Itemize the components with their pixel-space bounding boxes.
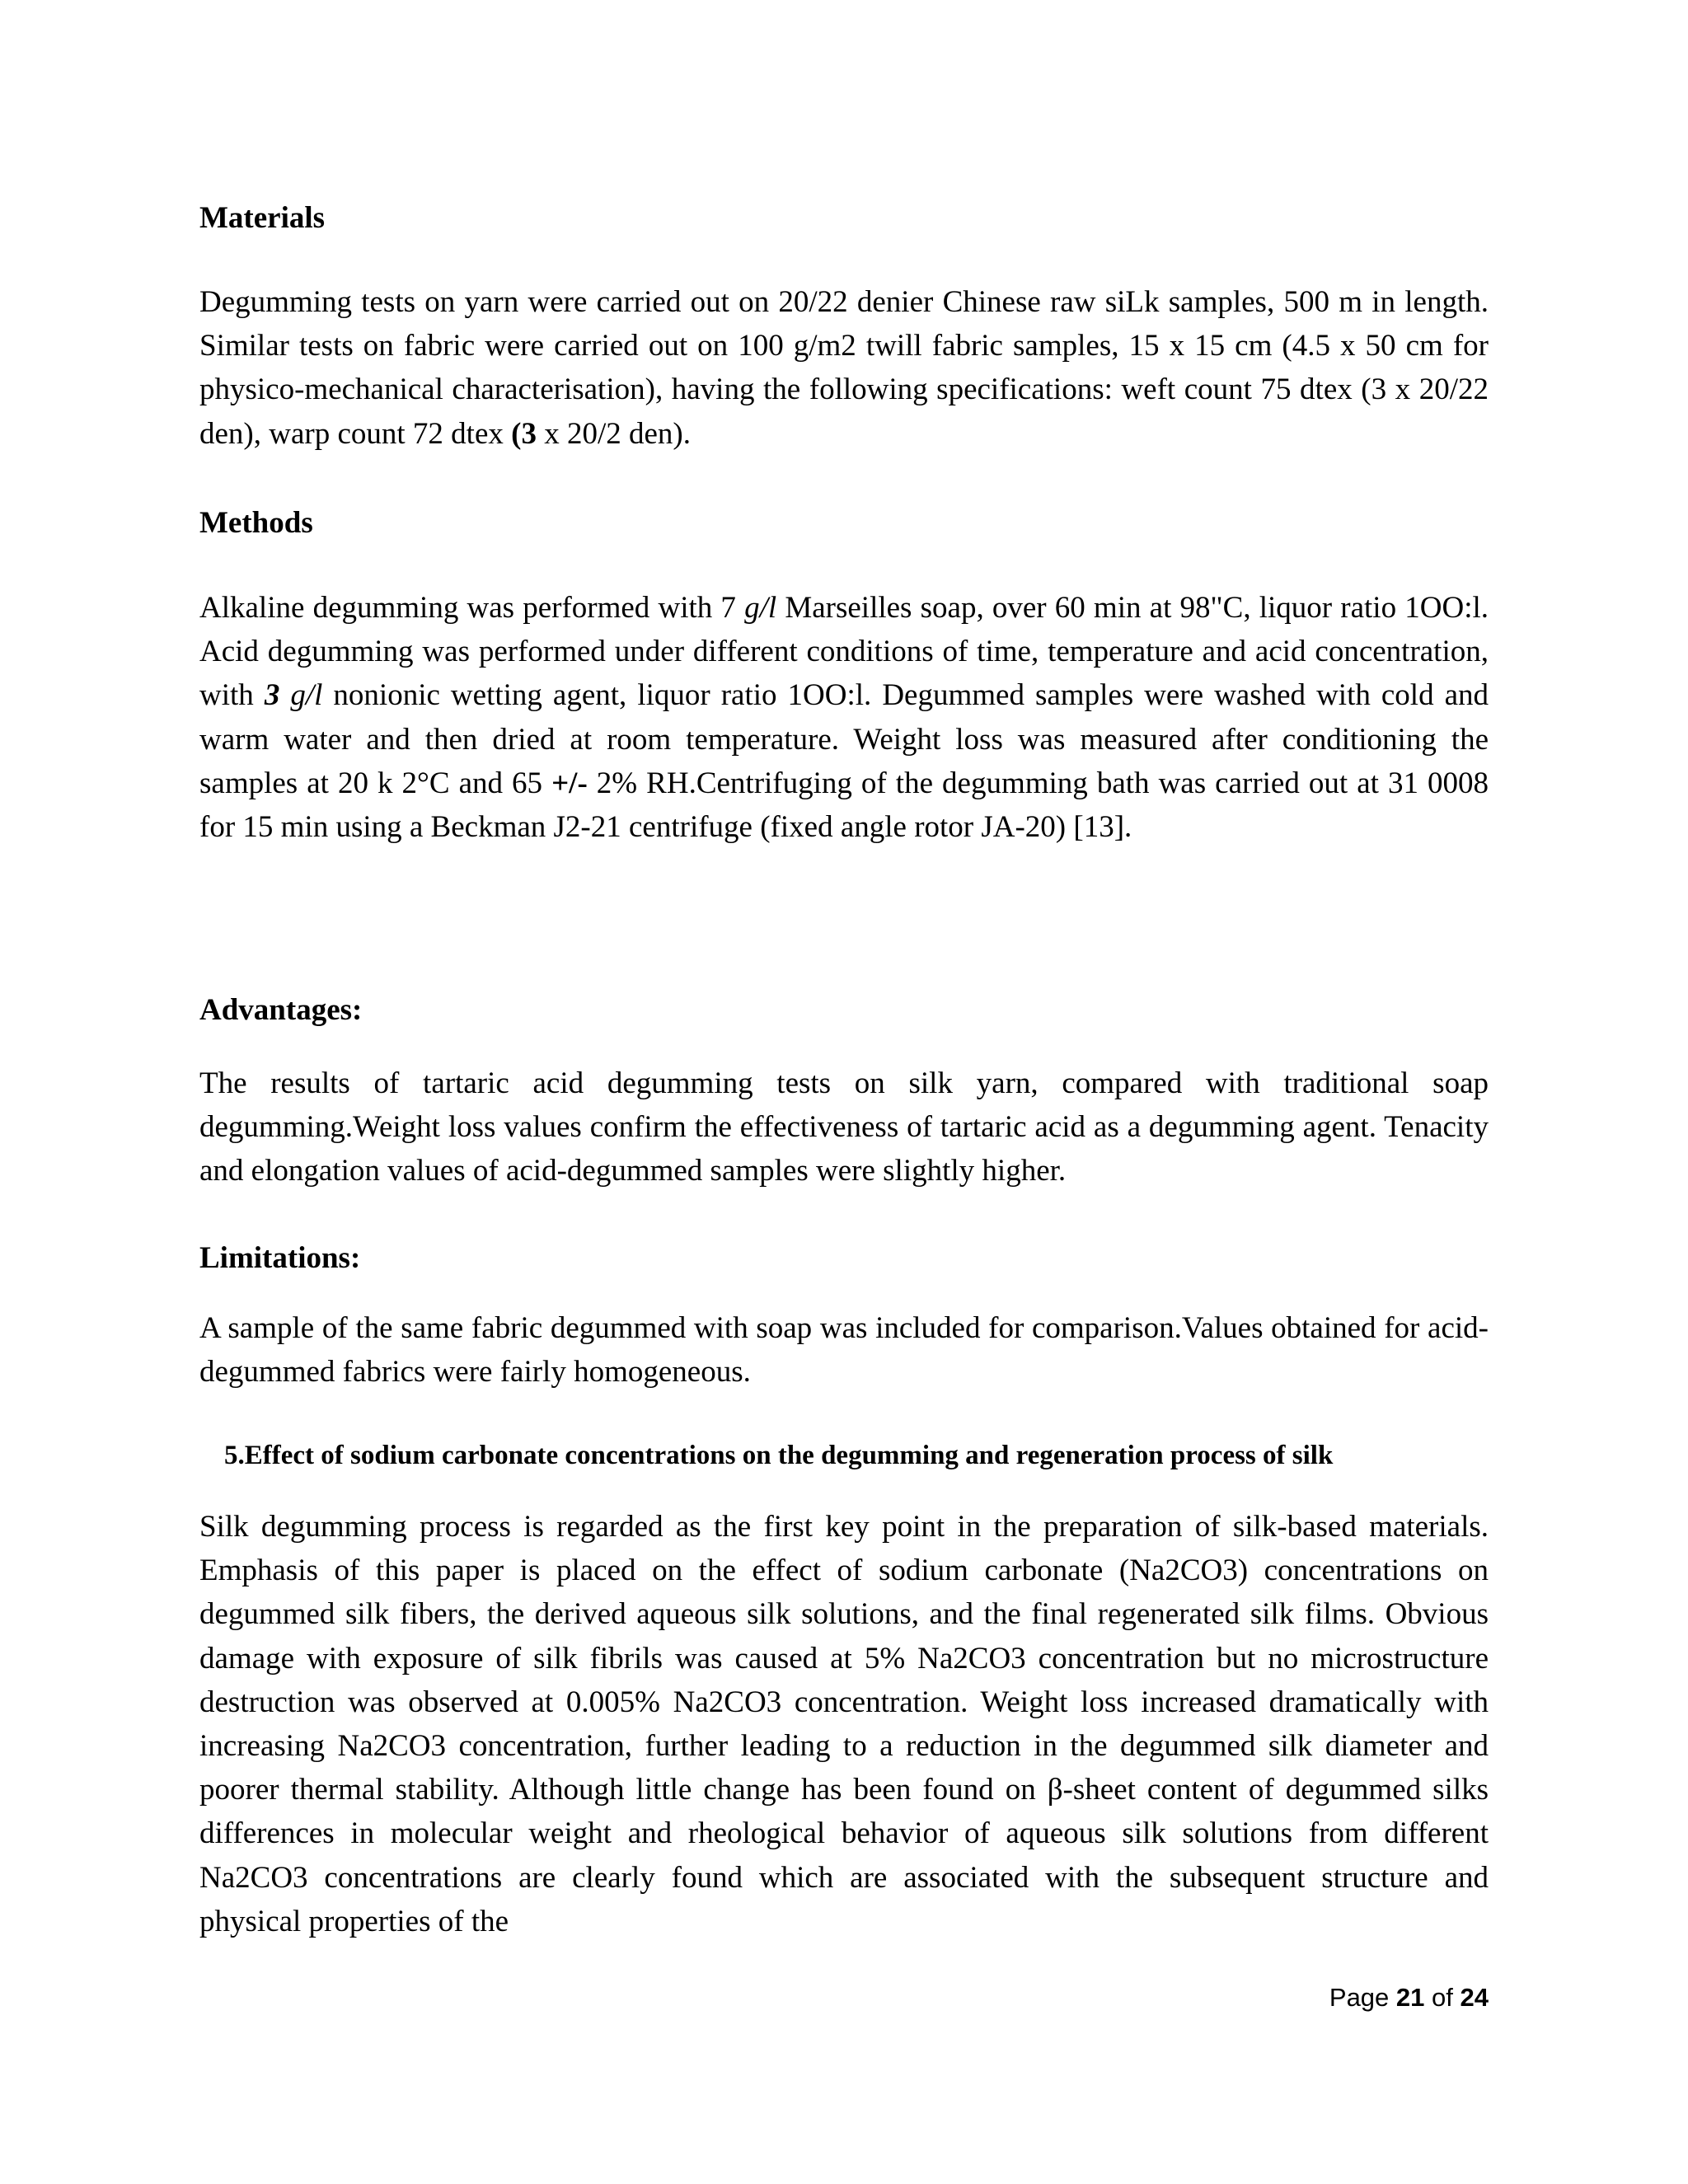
methods-unit-2: g/l: [290, 678, 323, 713]
methods-number: 3: [264, 678, 280, 713]
section-5-paragraph: Silk degumming process is regarded as the first key point in the preparation of silk-based materials. Emphasis of this paper is placed on the effect of sodium carbonate (Na2CO3) concentrations on degummed silk fibers, the derived aqueous silk solutions, and the final regenerated silk films. Obvious damage with exposure of silk fibrils was caused at 5% Na2CO3 concentration but no microstructure destruction was observed at 0.005% Na2CO3 concentration. Weight loss increased dramatically with increasing Na2CO3 concentration, further leading to a reduction in the degummed silk diameter and poorer thermal stability. Although little change has been found on β-sheet content of degummed silks differences in molecular weight and rheological behavior of aqueous silk solutions from different Na2CO3 concentrations are clearly found which are associated with the subsequent structure and physical properties of the: [199, 1510, 1489, 1938]
methods-text-d: nonionic wetting agent, liquor ratio 1OO:l. Degummed samples were washed with cold and warm water and then dried at room temperature. Weight loss was measured after conditioning the samples at 20 k 2°C and 65: [199, 678, 1489, 800]
page-label: Page: [1329, 1983, 1390, 2012]
section-5-heading: 5.Effect of sodium carbonate concentrations on the degumming and regeneration process of silk: [224, 1441, 1334, 1470]
page-number-footer: [1329, 1980, 1489, 2016]
materials-text-a: Degumming tests on yarn were carried out on 20/22 denier Chinese raw siLk samples, 500 m in length. Similar tests on fabric were carried out on 100 g/m2 twill fabric samples, 15 x 15 cm (4.5 x 50 cm for physico-mechanical characterisation), having the following specifications: weft count 75 dtex (3 x 20/22 den), warp count 72 dtex: [199, 285, 1489, 451]
methods-text-e: 2% RH.Centrifuging of the degumming bath was carried out at 31 0008 for 15 min using a Beckman J2-21 centrifuge (fixed angle rotor JA-20) [13].: [199, 766, 1489, 845]
limitations-paragraph: A sample of the same fabric degummed with soap was included for comparison.Values obtained for acid-degummed fabrics were fairly homogeneous.: [199, 1311, 1489, 1390]
materials-heading: Materials: [199, 201, 326, 235]
methods-paragraph: [199, 586, 1489, 849]
current-page-number: 21: [1395, 1983, 1425, 2012]
total-pages-number: 24: [1460, 1983, 1489, 2012]
of-label: of: [1432, 1983, 1453, 2012]
materials-text-bold: (3: [511, 416, 537, 451]
materials-paragraph: [199, 280, 1489, 456]
limitations-heading: Limitations:: [199, 1241, 361, 1275]
methods-heading: Methods: [199, 506, 313, 540]
methods-plus-minus: +/-: [551, 766, 588, 800]
methods-text-a: Alkaline degumming was performed with 7: [199, 591, 745, 625]
document-page: [199, 0, 1489, 2184]
methods-text-b: Marseilles soap, over 60 min at 98"C, liquor ratio 1OO:l. Acid degumming was performed under different conditions of time, temperature and acid concentration, with: [199, 591, 1489, 713]
advantages-heading: Advantages:: [199, 993, 363, 1027]
methods-text-c: [279, 678, 290, 712]
methods-unit-1: g/l: [744, 591, 777, 625]
advantages-paragraph: The results of tartaric acid degumming tests on silk yarn, compared with traditional soap degumming.Weight loss values confirm the effectiveness of tartaric acid as a degumming agent. Tenacity and elongation values of acid-degummed samples were slightly higher.: [199, 1066, 1489, 1188]
materials-text-b: x 20/2 den).: [536, 416, 691, 451]
